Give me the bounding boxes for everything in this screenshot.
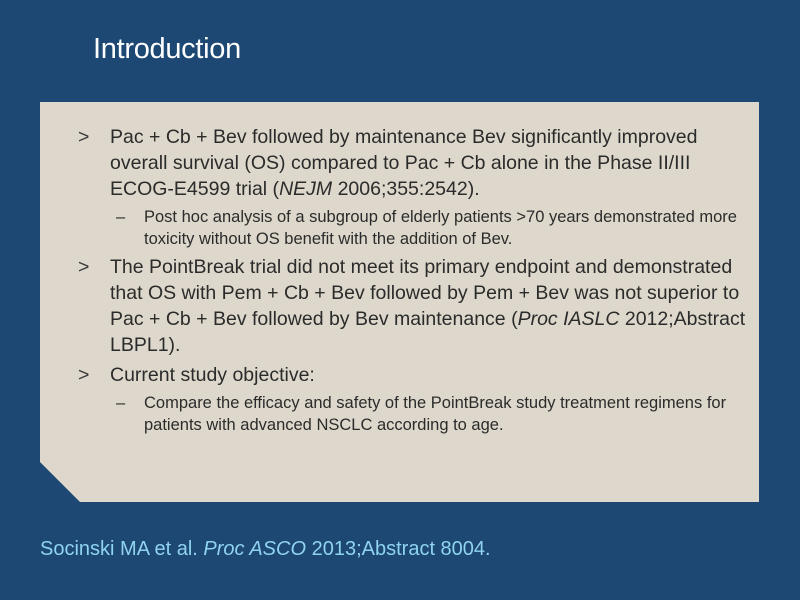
journal-name: NEJM <box>279 178 333 200</box>
citation-authors: Socinski MA et al. <box>40 538 204 560</box>
bullet-e4599-result <box>78 124 748 202</box>
slide-title: Introduction <box>93 33 241 65</box>
bullet-text: Pac + Cb + Bev followed by maintenance Bev significantly improved overall survival (OS) compared to Pac + Cb alone in the Phase II/III ECOG-E4599 trial ( <box>110 126 698 200</box>
citation <box>40 538 491 561</box>
bullet-study-objective <box>78 362 748 388</box>
bullet-marker: > <box>78 364 90 386</box>
bullet-list <box>78 124 748 440</box>
bullet-pointbreak-result <box>78 254 748 358</box>
subbullet-elderly-analysis <box>78 206 748 250</box>
subbullet-text: Post hoc analysis of a subgroup of elderly patients >70 years demonstrated more toxicity without OS benefit with the addition of Bev. <box>144 208 737 248</box>
bullet-text-end: 2006;355:2542). <box>332 178 480 200</box>
citation-detail: 2013;Abstract 8004. <box>306 538 491 560</box>
subbullet-marker: – <box>116 394 126 412</box>
subbullet-objective-detail <box>78 392 748 436</box>
bullet-marker: > <box>78 126 90 148</box>
journal-name: Proc IASLC <box>517 308 620 330</box>
bullet-text: Current study objective: <box>110 364 315 386</box>
bullet-marker: > <box>78 256 90 278</box>
subbullet-marker: – <box>116 208 126 226</box>
bullet-text-end: 2012;Abstract LBPL1). <box>110 308 746 356</box>
subbullet-text: Compare the efficacy and safety of the PointBreak study treatment regimens for patients with advanced NSCLC according to age. <box>144 394 727 434</box>
bullet-text: The PointBreak trial did not meet its primary endpoint and demonstrated that OS with Pem + Cb + Bev followed by Pem + Bev was not superior to Pac + Cb + Bev followed by Bev maintenance ( <box>110 256 740 330</box>
citation-journal: Proc ASCO <box>203 538 307 560</box>
